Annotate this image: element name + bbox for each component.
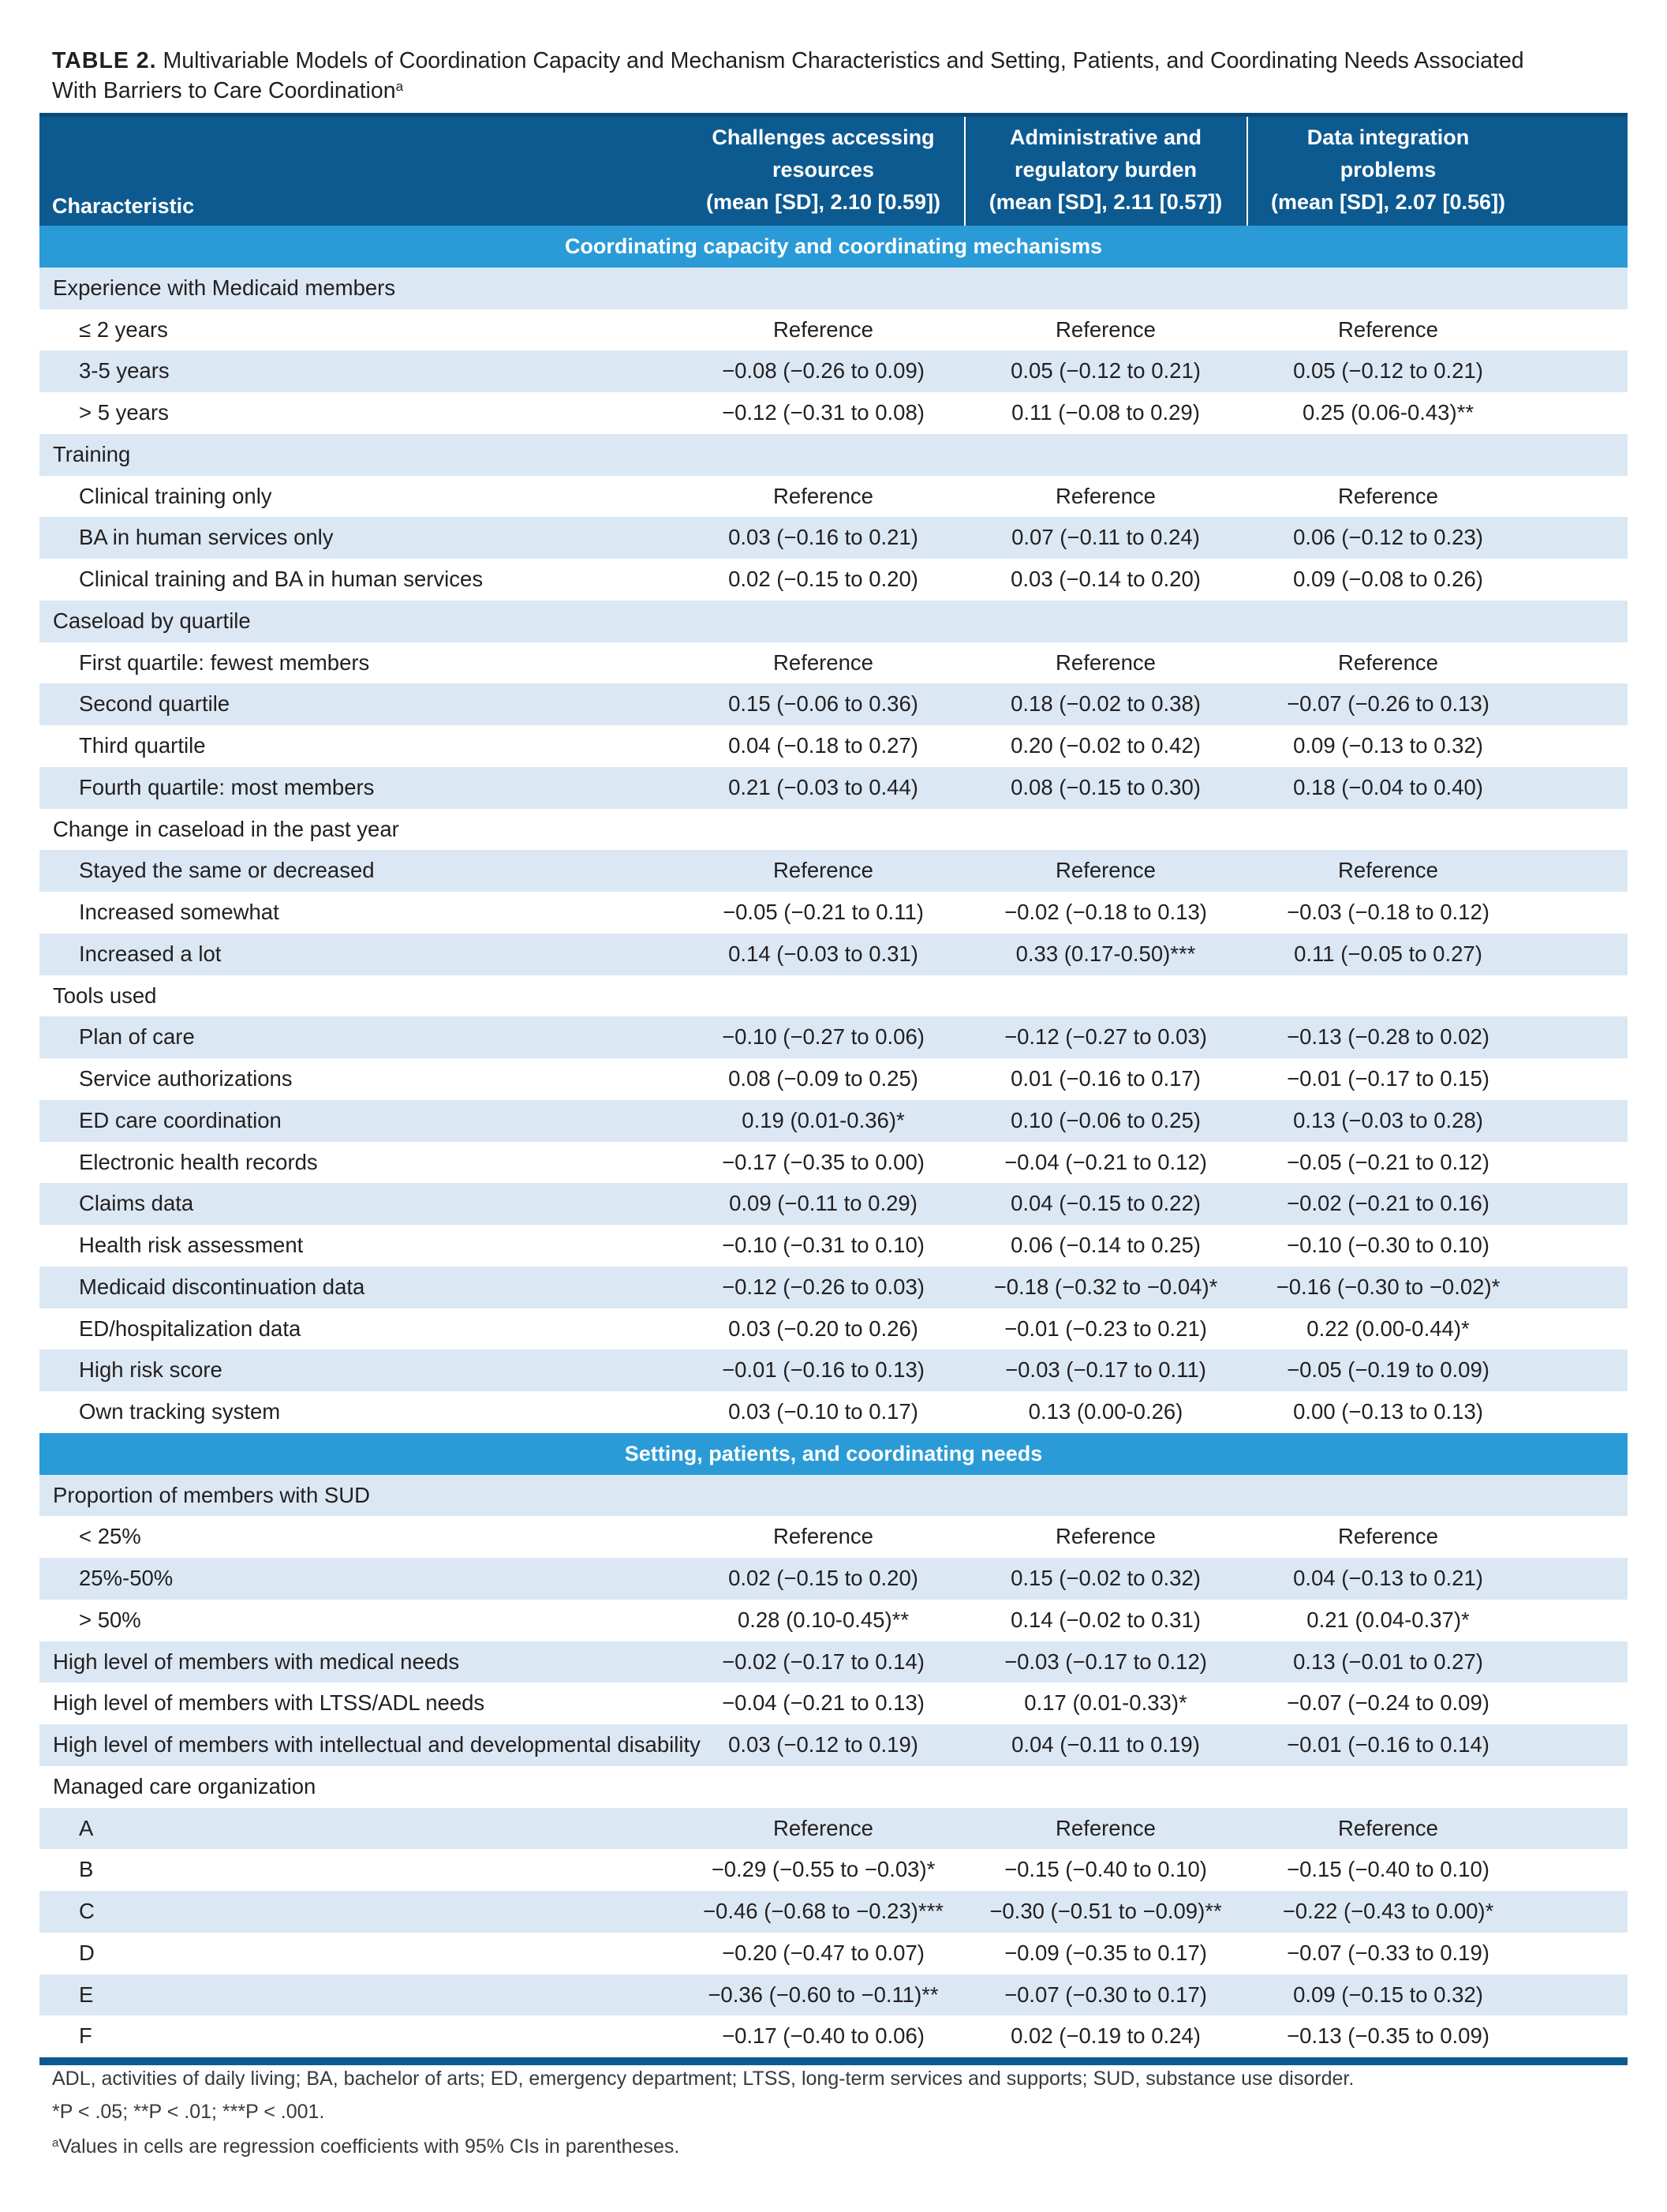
cell-administrative-regulatory-burden: 0.07 (−0.11 to 0.24) (1011, 525, 1200, 550)
table-row (39, 767, 1628, 809)
cell-challenges-accessing-resources: −0.20 (−0.47 to 0.07) (722, 1940, 925, 1965)
row-label: Clinical training and BA in human services (79, 567, 484, 591)
row-label: Tools used (53, 982, 157, 1008)
row-label: 3-5 years (79, 358, 170, 384)
section-title: Setting, patients, and coordinating needs (624, 1441, 1043, 1465)
group-row (39, 1641, 1628, 1683)
row-label: ≤ 2 years (79, 316, 168, 342)
cell-administrative-regulatory-burden: −0.09 (−0.35 to 0.17) (1004, 1940, 1207, 1965)
table-row (39, 1808, 1628, 1850)
header-line: (mean [SD], 2.10 [0.59]) (705, 190, 941, 214)
cell-challenges-accessing-resources: −0.04 (−0.21 to 0.13) (722, 1690, 925, 1716)
cell-challenges-accessing-resources: 0.02 (−0.15 to 0.20) (728, 567, 918, 591)
cell-data-integration-problems: −0.05 (−0.21 to 0.12) (1287, 1149, 1489, 1174)
row-label: Fourth quartile: most members (79, 774, 375, 799)
group-row (39, 268, 1628, 309)
table-row (39, 350, 1628, 392)
table-row (39, 2016, 1628, 2057)
table-row (39, 1849, 1628, 1891)
table-row (39, 309, 1628, 351)
header-line: (mean [SD], 2.11 [0.57]) (989, 190, 1223, 214)
row-label: Stayed the same or decreased (79, 858, 375, 883)
footnote-significance: *P < .05; **P < .01; ***P < .001. (52, 2101, 325, 2123)
header-administrative-regulatory-burden (966, 122, 1246, 219)
table-bottom-rule (39, 2057, 1628, 2065)
table-row (39, 1349, 1628, 1391)
table-row (39, 642, 1628, 684)
header-line: Administrative and (1009, 125, 1202, 149)
cell-data-integration-problems: −0.13 (−0.35 to 0.09) (1287, 2023, 1489, 2049)
cell-data-integration-problems: −0.22 (−0.43 to 0.00)* (1282, 1899, 1494, 1923)
footnote-abbreviations: ADL, activities of daily living; BA, bachelor of arts; ED, emergency department; LTSS, long-term services and supports; SUD, substance use disorder. (52, 2068, 1355, 2090)
cell-administrative-regulatory-burden: 0.04 (−0.11 to 0.19) (1011, 1732, 1200, 1757)
row-label: Claims data (79, 1191, 194, 1216)
table-label: TABLE 2. (52, 48, 157, 73)
row-label: High level of members with medical needs (53, 1649, 460, 1674)
section-header-row (39, 1433, 1628, 1475)
table-row (39, 476, 1628, 518)
table-row (39, 1558, 1628, 1600)
row-label: Service authorizations (79, 1066, 293, 1091)
cell-data-integration-problems: −0.02 (−0.21 to 0.16) (1287, 1191, 1489, 1216)
cell-challenges-accessing-resources: Reference (773, 858, 873, 883)
cell-data-integration-problems: 0.00 (−0.13 to 0.13) (1293, 1399, 1483, 1424)
cell-administrative-regulatory-burden: −0.07 (−0.30 to 0.17) (1004, 1982, 1207, 2007)
cell-challenges-accessing-resources: Reference (773, 483, 873, 508)
table-row (39, 1600, 1628, 1641)
cell-administrative-regulatory-burden: −0.02 (−0.18 to 0.13) (1004, 900, 1207, 924)
cell-administrative-regulatory-burden: 0.13 (0.00-0.26) (1028, 1399, 1183, 1424)
cell-administrative-regulatory-burden: 0.06 (−0.14 to 0.25) (1011, 1233, 1201, 1257)
cell-data-integration-problems: 0.21 (0.04-0.37)* (1306, 1607, 1470, 1632)
cell-challenges-accessing-resources: −0.12 (−0.26 to 0.03) (722, 1274, 925, 1299)
caption-footnote-marker: a (395, 79, 404, 94)
group-row (39, 1724, 1628, 1766)
section-header-row (39, 226, 1628, 268)
group-row (39, 434, 1628, 476)
cell-data-integration-problems: 0.13 (−0.01 to 0.27) (1293, 1649, 1483, 1674)
row-label: Own tracking system (79, 1399, 281, 1424)
table-header (39, 113, 1628, 226)
cell-administrative-regulatory-burden: 0.03 (−0.14 to 0.20) (1011, 567, 1201, 591)
row-label: Third quartile (79, 733, 206, 758)
cell-data-integration-problems: −0.10 (−0.30 to 0.10) (1287, 1233, 1489, 1257)
header-line: problems (1340, 158, 1437, 182)
cell-administrative-regulatory-burden: −0.03 (−0.17 to 0.12) (1004, 1649, 1207, 1674)
row-label: Clinical training only (79, 483, 272, 508)
cell-challenges-accessing-resources: 0.21 (−0.03 to 0.44) (728, 774, 918, 799)
cell-challenges-accessing-resources: 0.02 (−0.15 to 0.20) (728, 1566, 918, 1590)
header-line: Challenges accessing (712, 125, 935, 149)
cell-administrative-regulatory-burden: Reference (1056, 316, 1156, 342)
cell-data-integration-problems: 0.06 (−0.12 to 0.23) (1293, 525, 1483, 550)
cell-data-integration-problems: −0.03 (−0.18 to 0.12) (1287, 900, 1489, 924)
row-label: 25%-50% (79, 1566, 174, 1590)
cell-data-integration-problems: −0.07 (−0.26 to 0.13) (1287, 691, 1489, 717)
cell-data-integration-problems: 0.09 (−0.15 to 0.32) (1293, 1982, 1483, 2007)
row-label: High level of members with intellectual and developmental disability (53, 1732, 701, 1757)
table-row (39, 892, 1628, 934)
cell-administrative-regulatory-burden: −0.04 (−0.21 to 0.12) (1004, 1149, 1207, 1174)
table-row (39, 1308, 1628, 1350)
cell-data-integration-problems: −0.15 (−0.40 to 0.10) (1287, 1857, 1489, 1882)
row-label: BA in human services only (79, 525, 334, 550)
cell-challenges-accessing-resources: −0.17 (−0.35 to 0.00) (722, 1149, 925, 1174)
cell-challenges-accessing-resources: −0.17 (−0.40 to 0.06) (722, 2023, 925, 2049)
cell-administrative-regulatory-burden: 0.14 (−0.02 to 0.31) (1011, 1607, 1201, 1632)
section-title: Coordinating capacity and coordinating mechanisms (564, 234, 1103, 258)
cell-challenges-accessing-resources: 0.28 (0.10-0.45)** (737, 1607, 910, 1632)
row-label: Experience with Medicaid members (53, 275, 396, 300)
row-label: Plan of care (79, 1024, 195, 1050)
group-row (39, 809, 1628, 851)
table-row (39, 1891, 1628, 1933)
row-label: Proportion of members with SUD (53, 1482, 370, 1507)
row-label: Increased somewhat (79, 900, 279, 924)
cell-administrative-regulatory-burden: 0.20 (−0.02 to 0.42) (1011, 733, 1201, 758)
cell-data-integration-problems: 0.18 (−0.04 to 0.40) (1293, 774, 1483, 799)
cell-challenges-accessing-resources: 0.14 (−0.03 to 0.31) (728, 941, 918, 966)
row-label: ED care coordination (79, 1107, 282, 1132)
cell-data-integration-problems: 0.11 (−0.05 to 0.27) (1294, 941, 1482, 966)
table-row (39, 1016, 1628, 1058)
cell-administrative-regulatory-burden: 0.11 (−0.08 to 0.29) (1011, 400, 1200, 425)
footnote-values (52, 2133, 679, 2160)
row-label: Change in caseload in the past year (53, 816, 399, 841)
cell-challenges-accessing-resources: −0.08 (−0.26 to 0.09) (722, 358, 925, 384)
row-label: High level of members with LTSS/ADL needs (53, 1690, 485, 1716)
cell-data-integration-problems: Reference (1338, 1524, 1438, 1549)
group-row (39, 601, 1628, 642)
row-label: F (79, 2023, 92, 2049)
cell-administrative-regulatory-burden: 0.05 (−0.12 to 0.21) (1011, 358, 1201, 384)
table-row (39, 934, 1628, 975)
cell-challenges-accessing-resources: Reference (773, 1815, 873, 1840)
table-row (39, 1058, 1628, 1100)
table-row (39, 1142, 1628, 1184)
header-characteristic: Characteristic (52, 194, 195, 218)
header-line: regulatory burden (1014, 158, 1198, 182)
group-row (39, 975, 1628, 1017)
cell-challenges-accessing-resources: −0.10 (−0.31 to 0.10) (722, 1233, 925, 1257)
data-table (39, 113, 1628, 2065)
cell-data-integration-problems: −0.05 (−0.19 to 0.09) (1287, 1357, 1489, 1383)
cell-data-integration-problems: Reference (1338, 649, 1438, 675)
row-label: D (79, 1940, 95, 1965)
cell-administrative-regulatory-burden: Reference (1056, 1815, 1156, 1840)
cell-data-integration-problems: 0.05 (−0.12 to 0.21) (1293, 358, 1483, 384)
cell-challenges-accessing-resources: −0.10 (−0.27 to 0.06) (722, 1024, 925, 1050)
cell-administrative-regulatory-burden: −0.03 (−0.17 to 0.11) (1005, 1357, 1206, 1383)
cell-challenges-accessing-resources: 0.19 (0.01-0.36)* (742, 1107, 905, 1132)
cell-administrative-regulatory-burden: −0.30 (−0.51 to −0.09)** (989, 1899, 1222, 1923)
row-label: > 5 years (79, 400, 169, 425)
cell-challenges-accessing-resources: −0.02 (−0.17 to 0.14) (722, 1649, 925, 1674)
cell-data-integration-problems: −0.16 (−0.30 to −0.02)* (1276, 1274, 1501, 1299)
cell-challenges-accessing-resources: Reference (773, 316, 873, 342)
row-label: C (79, 1899, 95, 1923)
table-row (39, 683, 1628, 725)
cell-administrative-regulatory-burden: 0.10 (−0.06 to 0.25) (1011, 1107, 1201, 1132)
table-body (39, 226, 1628, 2057)
cell-administrative-regulatory-burden: 0.17 (0.01-0.33)* (1024, 1690, 1187, 1716)
table-row (39, 1516, 1628, 1558)
cell-administrative-regulatory-burden: Reference (1056, 858, 1156, 883)
row-label: A (79, 1815, 94, 1840)
table-row (39, 850, 1628, 892)
cell-administrative-regulatory-burden: Reference (1056, 483, 1156, 508)
cell-data-integration-problems: Reference (1338, 1815, 1438, 1840)
cell-data-integration-problems: −0.01 (−0.16 to 0.14) (1287, 1732, 1489, 1757)
cell-data-integration-problems: 0.09 (−0.08 to 0.26) (1293, 567, 1483, 591)
cell-administrative-regulatory-burden: 0.01 (−0.16 to 0.17) (1011, 1066, 1201, 1091)
caption-line-1: Multivariable Models of Coordination Capacity and Mechanism Characteristics and Setting, Patients, and Coordinating Needs Associated (163, 48, 1524, 73)
table-row (39, 1100, 1628, 1142)
caption-line-2: With Barriers to Care Coordination (52, 78, 396, 103)
row-label: > 50% (79, 1607, 141, 1632)
cell-challenges-accessing-resources: 0.03 (−0.12 to 0.19) (728, 1732, 918, 1757)
cell-data-integration-problems: 0.13 (−0.03 to 0.28) (1293, 1107, 1483, 1132)
cell-challenges-accessing-resources: 0.03 (−0.10 to 0.17) (728, 1399, 918, 1424)
cell-administrative-regulatory-burden: 0.08 (−0.15 to 0.30) (1011, 774, 1201, 799)
row-label: Managed care organization (53, 1773, 316, 1798)
table-row (39, 725, 1628, 767)
cell-challenges-accessing-resources: 0.15 (−0.06 to 0.36) (728, 691, 918, 717)
cell-data-integration-problems: −0.01 (−0.17 to 0.15) (1287, 1066, 1489, 1091)
cell-challenges-accessing-resources: −0.05 (−0.21 to 0.11) (723, 900, 924, 924)
cell-administrative-regulatory-burden: 0.15 (−0.02 to 0.32) (1011, 1566, 1201, 1590)
table-row (39, 1933, 1628, 1974)
cell-challenges-accessing-resources: 0.03 (−0.20 to 0.26) (728, 1316, 918, 1341)
cell-administrative-regulatory-burden: −0.12 (−0.27 to 0.03) (1004, 1024, 1207, 1050)
header-challenges-accessing-resources (683, 122, 963, 219)
cell-administrative-regulatory-burden: Reference (1056, 649, 1156, 675)
cell-challenges-accessing-resources: −0.36 (−0.60 to −0.11)** (708, 1982, 939, 2007)
cell-administrative-regulatory-burden: −0.01 (−0.23 to 0.21) (1004, 1316, 1207, 1341)
cell-data-integration-problems: −0.13 (−0.28 to 0.02) (1287, 1024, 1489, 1050)
cell-administrative-regulatory-burden: −0.18 (−0.32 to −0.04)* (993, 1274, 1218, 1299)
header-line: (mean [SD], 2.07 [0.56]) (1270, 190, 1506, 214)
footnote-values-text: Values in cells are regression coefficients with 95% CIs in parentheses. (58, 2135, 680, 2158)
cell-challenges-accessing-resources: 0.03 (−0.16 to 0.21) (728, 525, 918, 550)
table-row (39, 1225, 1628, 1267)
table-row (39, 559, 1628, 601)
cell-challenges-accessing-resources: 0.04 (−0.18 to 0.27) (728, 733, 918, 758)
cell-data-integration-problems: −0.07 (−0.33 to 0.19) (1287, 1940, 1489, 1965)
group-row (39, 1682, 1628, 1724)
row-label: High risk score (79, 1357, 222, 1383)
table-row (39, 1974, 1628, 2016)
table-row (39, 1183, 1628, 1225)
cell-challenges-accessing-resources: −0.12 (−0.31 to 0.08) (722, 400, 925, 425)
row-label: ED/hospitalization data (79, 1316, 301, 1341)
row-label: First quartile: fewest members (79, 649, 370, 675)
cell-challenges-accessing-resources: 0.09 (−0.11 to 0.29) (729, 1191, 918, 1216)
row-label: Increased a lot (79, 941, 222, 966)
cell-administrative-regulatory-burden: 0.02 (−0.19 to 0.24) (1011, 2023, 1201, 2049)
cell-challenges-accessing-resources: −0.46 (−0.68 to −0.23)*** (702, 1899, 944, 1923)
cell-administrative-regulatory-burden: 0.33 (0.17-0.50)*** (1015, 941, 1196, 966)
table-row (39, 1267, 1628, 1308)
cell-data-integration-problems: Reference (1338, 316, 1438, 342)
table-row (39, 1391, 1628, 1433)
header-line: Data integration (1306, 125, 1470, 149)
table-caption (52, 46, 1622, 106)
cell-challenges-accessing-resources: Reference (773, 1524, 873, 1549)
header-data-integration-problems (1248, 122, 1528, 219)
cell-challenges-accessing-resources: −0.01 (−0.16 to 0.13) (722, 1357, 925, 1383)
row-label: E (79, 1982, 94, 2007)
row-label: Medicaid discontinuation data (79, 1274, 365, 1299)
group-row (39, 1766, 1628, 1808)
row-label: Electronic health records (79, 1149, 318, 1174)
cell-data-integration-problems: 0.25 (0.06-0.43)** (1302, 400, 1475, 425)
row-label: Training (53, 441, 131, 466)
cell-data-integration-problems: −0.07 (−0.24 to 0.09) (1287, 1690, 1489, 1716)
cell-challenges-accessing-resources: Reference (773, 649, 873, 675)
row-label: B (79, 1857, 94, 1882)
footnote-marker: a (52, 2136, 59, 2150)
cell-administrative-regulatory-burden: Reference (1056, 1524, 1156, 1549)
table-row (39, 517, 1628, 559)
row-label: Caseload by quartile (53, 608, 251, 633)
row-label: < 25% (79, 1524, 141, 1549)
row-label: Health risk assessment (79, 1233, 304, 1257)
cell-administrative-regulatory-burden: 0.18 (−0.02 to 0.38) (1011, 691, 1201, 717)
cell-challenges-accessing-resources: 0.08 (−0.09 to 0.25) (728, 1066, 918, 1091)
table-row (39, 392, 1628, 434)
cell-data-integration-problems: 0.04 (−0.13 to 0.21) (1293, 1566, 1483, 1590)
header-line: resources (772, 158, 875, 182)
cell-data-integration-problems: Reference (1338, 858, 1438, 883)
cell-challenges-accessing-resources: −0.29 (−0.55 to −0.03)* (711, 1857, 936, 1882)
row-label: Second quartile (79, 691, 230, 717)
cell-data-integration-problems: 0.22 (0.00-0.44)* (1306, 1316, 1470, 1341)
cell-administrative-regulatory-burden: −0.15 (−0.40 to 0.10) (1004, 1857, 1207, 1882)
cell-administrative-regulatory-burden: 0.04 (−0.15 to 0.22) (1011, 1191, 1201, 1216)
cell-data-integration-problems: Reference (1338, 483, 1438, 508)
group-row (39, 1475, 1628, 1517)
cell-data-integration-problems: 0.09 (−0.13 to 0.32) (1293, 733, 1483, 758)
